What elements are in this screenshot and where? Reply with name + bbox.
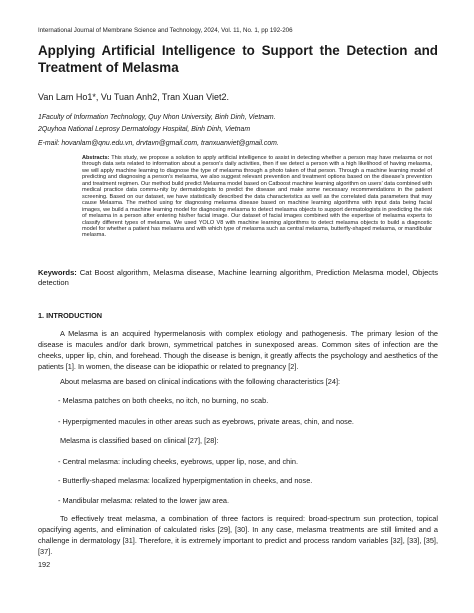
section-heading: 1. INTRODUCTION [38, 311, 103, 320]
author-emails: E-mail: hovanlam@qnu.edu.vn, drvtavn@gmail.com, tranxuanviet@gmail.com. [38, 140, 279, 147]
author-list: Van Lam Ho1*, Vu Tuan Anh2, Tran Xuan Viet2. [38, 92, 229, 102]
page-number: 192 [38, 560, 51, 569]
intro-paragraph-3: Melasma is classified based on clinical [27], [28]: [60, 436, 219, 445]
abstract-text: This study, we propose a solution to apply artificial intelligence to assist in detecting whether a person may have melasma or not through data sets related to information about a person's daily activities, then if we detect a person with a high likelihood of having melasma, we will apply machine learning to diagnose the type of melasma through a photo taken of that person. Through a machine learning model of predicting and diagnosing a person's melasma, we also suggest relevant prevention and treatment options based on the disease's prevention and treatment regimen. Our method build predict Melasma model based on Catboost machine learning algorithm on users' data combined with medical practice data commu-nity by dermatologists to predict the disease and make some necessary recommendations in the patient screening. Based on our dataset, we have statistically described the data characteristics as well as the correlated data parameters that may cause Melasma. The method using for diagnosing melasma disease based on machine learning algorithms with input data being facial images, we build a machine learning model for diagnosing melasma to detect melasma objects to support dermatologists in predicting the risk of melasma in a person after entering his/her facial image. Our dataset of facial images combined with the expertise of melasma experts to classify different types of melasma. We used YOLO V8 with machine learning algorithms to detect melasma objects to build a diagnostic model for whether a patient has melasma and with which type of melasma such as central melasma, butterfly-shaped melasma, or mandibular melasma. [82, 155, 432, 239]
keywords [38, 268, 438, 288]
intro-paragraph-2: About melasma are based on clinical indications with the following characteristics [24]: [60, 377, 341, 386]
list-item: - Melasma patches on both cheeks, no itch, no burning, no scab. [58, 396, 269, 405]
affiliation-1: 1Faculty of Information Technology, Quy Nhon University, Binh Dinh, Vietnam. [38, 114, 276, 121]
paper-title: Applying Artificial Intelligence to Support the Detection and Treatment of Melasma [38, 43, 438, 75]
running-head: International Journal of Membrane Science and Technology, 2024, Vol. 11, No. 1, pp 192-206 [38, 27, 293, 34]
intro-paragraph-4: To effectively treat melasma, a combination of three factors is required: broad-spectrum sun protection, topical opacifying agents, and elimination of calculated risks [29], [30]. In any case, melasma treatments are still limited and a challenge in dermatology [31]. Therefore, it is extremely important to predict and process random variables [32], [33], [35], [37]. [38, 514, 438, 556]
intro-paragraph-1: A Melasma is an acquired hypermelanosis with complex etiology and pathogenesis. The primary lesion of the disease is macules and/or dark brown, symmetrical patches in sunexposed areas. Common sites of infection are the cheeks, upper lip, chin, and forehead. Though the disease is benign, it greatly affects the psychology and aesthetics of the patients [1]. In women, the disease can be idiopathic or related to pregnancy [2]. [38, 329, 438, 371]
affiliation-2: 2Quyhoa National Leprosy Dermatology Hospital, Binh Dinh, Vietnam [38, 126, 251, 133]
keywords-text: Cat Boost algorithm, Melasma disease, Machine learning algorithm, Prediction Melasma model, Objects detection [38, 268, 438, 287]
list-item: - Central melasma: including cheeks, eyebrows, upper lip, nose, and chin. [58, 457, 299, 466]
list-item: - Hyperpigmented macules in other areas such as eyebrows, private areas, chin, and nose. [58, 417, 354, 426]
abstract-label: Abstracts: [82, 155, 110, 161]
abstract [82, 155, 432, 239]
keywords-label: Keywords: [38, 268, 77, 277]
list-item: - Butterfly-shaped melasma: localized hyperpigmentation in cheeks, and nose. [58, 476, 313, 485]
list-item: - Mandibular melasma: related to the lower jaw area. [58, 496, 230, 505]
